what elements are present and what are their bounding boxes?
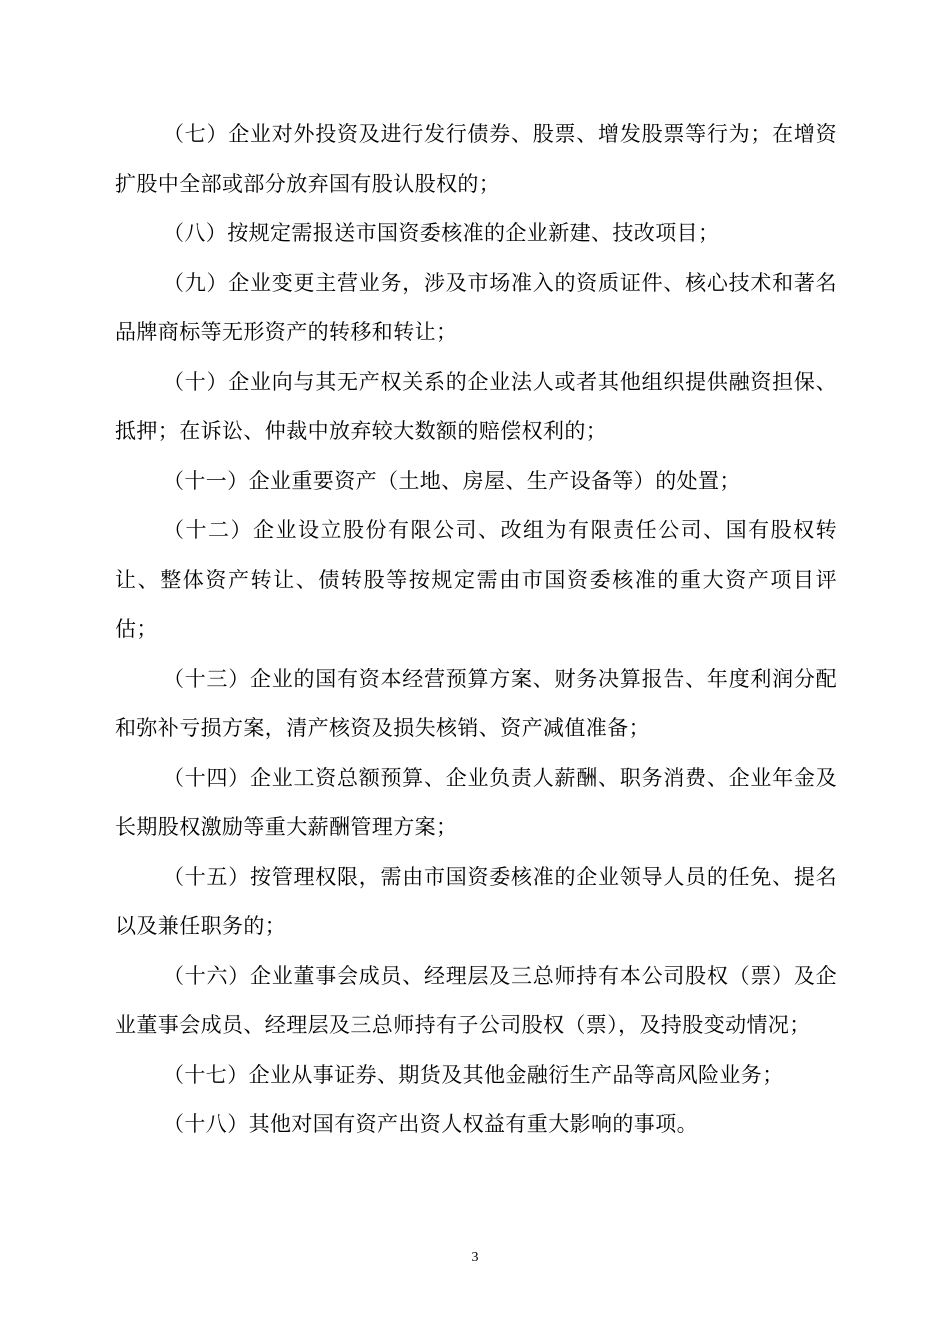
paragraph-item-15: （十五）按管理权限，需由市国资委核准的企业领导人员的任免、提名以及兼任职务的； [115,864,837,938]
document-body [115,110,837,1150]
page-number: 3 [471,1250,479,1265]
paragraph-item-12: （十二）企业设立股份有限公司、改组为有限责任公司、国有股权转让、整体资产转让、债转股等按规定需由市国资委核准的重大资产项目评估； [115,518,837,641]
paragraph-item-7: （七）企业对外投资及进行发行债券、股票、增发股票等行为；在增资扩股中全部或部分放弃国有股认股权的； [115,122,837,196]
paragraph-item-8: （八）按规定需报送市国资委核准的企业新建、技改项目； [163,221,720,245]
paragraph-item-13: （十三）企业的国有资本经营预算方案、财务决算报告、年度利润分配和弥补亏损方案，清产核资及损失核销、资产减值准备； [115,666,837,740]
paragraph-item-9: （九）企业变更主营业务，涉及市场准入的资质证件、核心技术和著名品牌商标等无形资产的转移和转让； [115,270,837,344]
paragraph-item-18: （十八）其他对国有资产出资人权益有重大影响的事项。 [163,1112,698,1136]
paragraph-item-17: （十七）企业从事证券、期货及其他金融衍生产品等高风险业务； [163,1062,784,1087]
paragraph-item-14: （十四）企业工资总额预算、企业负责人薪酬、职务消费、企业年金及长期股权激励等重大薪酬管理方案； [115,765,837,839]
paragraph-item-11: （十一）企业重要资产（土地、房屋、生产设备等）的处置； [163,468,741,493]
paragraph-item-10: （十）企业向与其无产权关系的企业法人或者其他组织提供融资担保、抵押；在诉讼、仲裁中放弃较大数额的赔偿权利的； [115,369,837,443]
paragraph-item-16: （十六）企业董事会成员、经理层及三总师持有本公司股权（票）及企业董事会成员、经理层及三总师持有子公司股权（票），及持股变动情况； [115,963,837,1037]
